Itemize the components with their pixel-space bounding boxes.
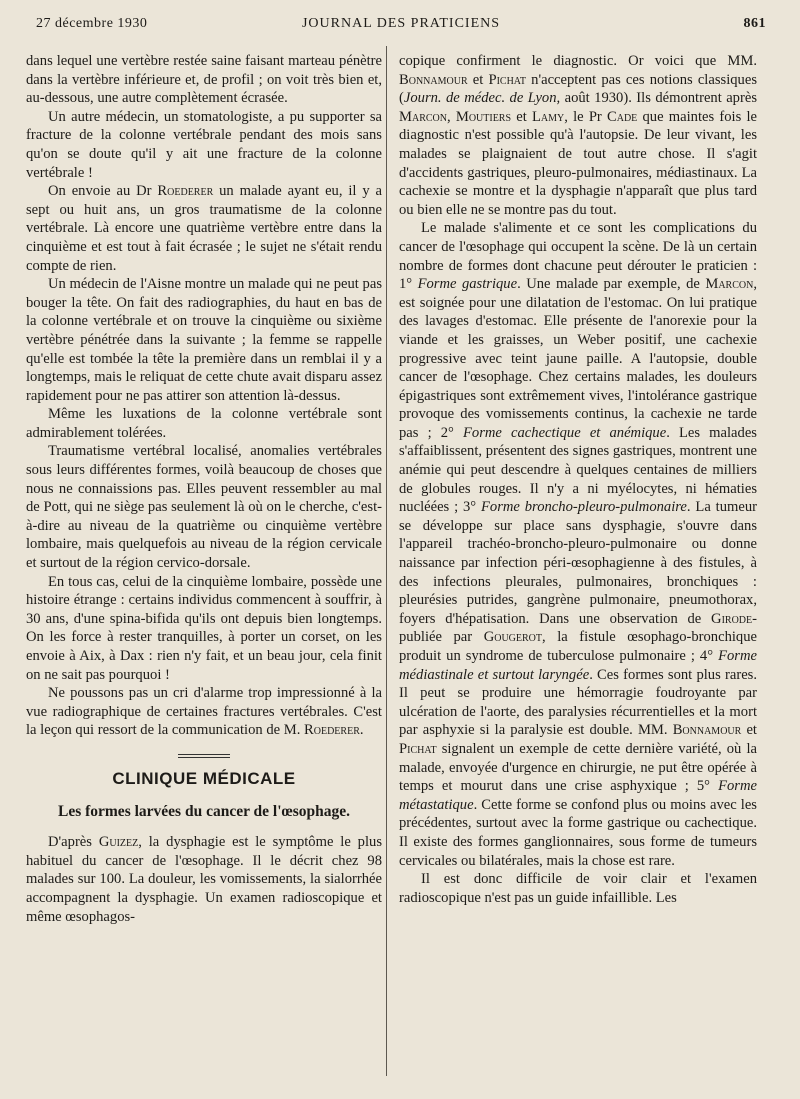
right-column bbox=[399, 52, 757, 907]
left-column bbox=[26, 52, 382, 926]
author-name: Roederer bbox=[157, 183, 214, 200]
paragraph: Il est donc difficile de voir clair et l'examen radioscopique n'est pas un guide infaillible. Les bbox=[399, 871, 757, 906]
article-title: Les formes larvées du cancer de l'œsophage. bbox=[57, 802, 351, 820]
section-separator bbox=[26, 748, 382, 764]
column-divider bbox=[386, 46, 387, 1076]
header-page-number: 861 bbox=[743, 16, 766, 31]
section-heading: CLINIQUE MÉDICALE bbox=[112, 768, 296, 788]
paragraph: dans lequel une vertèbre restée saine faisant marteau pénètre dans la vertèbre inférieure et, de profil ; on voit très bien et, au-dessous, une autre complètement écrasée. bbox=[26, 53, 382, 107]
header-journal-title: JOURNAL DES PRATICIENS bbox=[301, 16, 501, 31]
paragraph: Même les luxations de la colonne vertébrale sont admirablement tolérées. bbox=[26, 406, 382, 441]
paragraph: copique confirment le diagnostic. Or voici que MM. Bonnamour et Pichat n'acceptent pas ces notions classiques (Journ. de médec. de Lyon, août 1930). Ils démontrent après Marcon, Moutiers et Lamy, le Pr Cade que maintes fois le diagnostic n'est possible qu'à l'autopsie. De leur vivant, les malades se plaignaient de tout autre chose. Il s'agit d'accidents gastriques, pleuro-pulmonaires, médiastinaux. La cachexie se montre et la dysphagie n'apparaît que plus tard ou bien elle ne se montre pas du tout. bbox=[399, 53, 757, 218]
author-name: Guizez bbox=[98, 834, 139, 851]
paragraph: D'après Guizez, la dysphagie est le symptôme le plus habituel du cancer de l'œsophage. Il le décrit chez 98 malades sur 100. La douleur, les vomissements, la sialorrhée accompagnent la dysphagie. Un examen radioscopique et même œsophagos- bbox=[26, 834, 382, 925]
paragraph: Traumatisme vertébral localisé, anomalies vertébrales sous leurs différentes formes, voilà beaucoup de choses que nous ne connaissions pas. Elles peuvent ressembler au mal de Pott, qui ne siège pas seulement là où on le cherche, c'est-à-dire au niveau de la quatrième ou cinquième vertèbre lombaire, mais quelquefois au niveau de la région cervicale et surtout de la région cervico-dorsale. bbox=[26, 443, 382, 572]
paragraph: En tous cas, celui de la cinquième lombaire, possède une histoire étrange : certains individus commencent à souffrir, à 30 ans, d'une spina-bifida qu'ils ont depuis bien longtemps. On les force à rester tranquilles, à porter un corset, on les envoie à Aix, à Dax : rien n'y fait, et un beau jour, cela finit on ne sait pas pourquoi ! bbox=[26, 573, 382, 683]
citation-source: Journ. de médec. de Lyon, bbox=[403, 90, 561, 107]
paragraph: Un autre médecin, un stomatologiste, a pu supporter sa fracture de la colonne vertébrale pendant des mois sans qu'on se doute qu'il y ait une fracture de la colonne vertébrale ! bbox=[26, 108, 382, 181]
header-date: 27 décembre 1930 bbox=[36, 16, 148, 31]
running-header bbox=[36, 16, 766, 38]
paragraph: Le malade s'alimente et ce sont les complications du cancer de l'œsophage qui occupent la scène. De là un certain nombre de formes dont chacune peut dérouter le praticien : 1° Forme gastrique. Une malade par exemple, de Marcon, est soignée pour une dilatation de l'estomac. On lui pratique des lavages d'estomac. Elle présente de l'anorexie pour la viande et les graisses, un Weber positif, une cachexie progressive avec teint jaune paille. A l'autopsie, double cancer de l'œsophage. Chez certains malades, les douleurs épigastriques sont extrêmement vives, l'intolérance gastrique provoque des vomissements continus, la cachexie ne tarde pas ; 2° Forme cachectique et anémique. Les malades s'affaiblissent, présentent des signes gastriques, montrent une anémie qui peut descendre à quelques centaines de milliers de globules rouges. Il n'y a ni myélocytes, ni hématies nucléées ; 3° Forme broncho-pleuro-pulmonaire. La tumeur se développe sur place sans dysphagie, s'ouvre dans l'appareil trachéo-broncho-pleuro-pulmonaire ou donne naissance par infection péri-œsophagienne à des fistules, à des infections pleurales, pulmonaires, bronchiques : pleurésies putrides, gangrène pulmonaire, pneumothorax, foyers d'hépatisation. Dans une observation de Girode- publiée par Gougerot, la fistule œsophago-bronchique produit un syndrome de tuberculose pulmonaire ; 4° Forme médiastinale et surtout laryngée. Ces formes sont plus rares. Il peut se produire une hémorragie foudroyante par ulcération de l'aorte, des paralysies récurrentielles et la mort par asphyxie si la paralysie est double. MM. Bonnamour et Pichat signalent un exemple de cette dernière variété, où la malade, envoyée d'urgence en chirurgie, ne put être opérée à temps et mourut dans une crise asphyxique ; 5° Forme métastatique. Cette forme se confond plus ou moins avec les précédentes, surtout avec la forme gastrique ou cachectique. Il existe des formes ganglionnaires, sous forme de tumeurs cervicales ou bilatérales, mais la chose est rare. bbox=[399, 220, 757, 869]
paragraph: Ne poussons pas un cri d'alarme trop impressionné à la vue radiographique de certaines fractures vertébrales. C'est la leçon qui ressort de la communication de M. Roederer. bbox=[26, 685, 382, 739]
paragraph: Un médecin de l'Aisne montre un malade qui ne peut pas bouger la tête. On fait des radiographies, du haut en bas de la colonne vertébrale et on trouve la cinquième ou sixième vertèbre pénétrée dans la suivante ; la femme se rappelle qu'elle est tombée la tête la première dans un remblai il y a longtemps, mais le reliquat de cette chute avait disparu assez rapidement pour ne pas attirer son attention là-dessus. bbox=[26, 276, 382, 404]
paragraph: On envoie au Dr Roederer un malade ayant eu, il y a sept ou huit ans, un gros traumatisme de la colonne vertébrale. Là encore une quatrième vertèbre entre dans la cinquième et est tout à fait écrasée ; le sujet ne s'était rendu compte de rien. bbox=[26, 183, 382, 274]
author-name: Roederer bbox=[304, 722, 360, 739]
